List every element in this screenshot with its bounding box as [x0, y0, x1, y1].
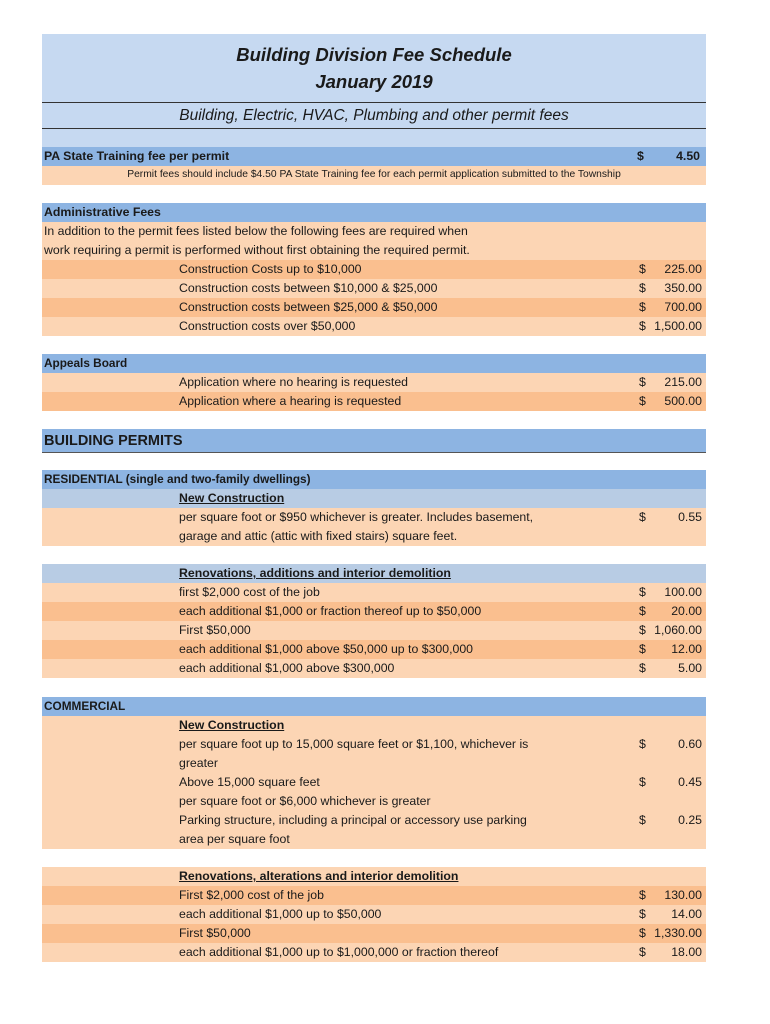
fee-row	[42, 905, 706, 924]
fee-label: First $50,000	[179, 623, 251, 637]
currency-sign: $	[639, 642, 646, 656]
fee-label-line: garage and attic (attic with fixed stairs) square feet.	[179, 528, 458, 543]
commercial-renovations-heading: Renovations, alterations and interior demolition	[179, 869, 459, 883]
fee-label	[177, 811, 639, 849]
pa-training-note: Permit fees should include $4.50 PA State Training fee for each permit application submitted to the Township	[127, 169, 621, 180]
spacer	[42, 546, 706, 564]
fee-amount: 100.00	[664, 585, 702, 599]
title-spacer	[42, 129, 706, 147]
fee-row	[42, 773, 706, 811]
currency-sign: $	[639, 319, 646, 333]
currency-sign: $	[639, 510, 646, 524]
fee-row	[42, 811, 706, 849]
fee-row	[42, 373, 706, 392]
residential-heading: RESIDENTIAL (single and two-family dwellings)	[44, 472, 311, 486]
fee-row	[42, 640, 706, 659]
section-heading-row	[42, 564, 706, 583]
pa-training-row	[42, 147, 706, 166]
currency-sign: $	[639, 281, 646, 295]
building-permits-row	[42, 429, 706, 453]
currency-sign: $	[639, 775, 646, 789]
fee-label	[177, 735, 639, 773]
pa-training-label: PA State Training fee per permit	[44, 149, 230, 163]
currency-sign: $	[637, 149, 644, 163]
fee-label: first $2,000 cost of the job	[179, 585, 320, 599]
fee-row	[42, 583, 706, 602]
fee-label: Construction Costs up to $10,000	[179, 262, 362, 276]
fee-label: each additional $1,000 above $50,000 up to $300,000	[179, 642, 474, 656]
fee-schedule-sheet	[42, 34, 706, 962]
fee-label-line: greater	[179, 755, 218, 770]
fee-row	[42, 659, 706, 678]
fee-label: Construction costs between $25,000 & $50,000	[179, 300, 438, 314]
fee-amount: 1,330.00	[654, 926, 702, 940]
fee-row	[42, 279, 706, 298]
fee-row	[42, 886, 706, 905]
spacer	[42, 453, 706, 470]
spacer	[42, 185, 706, 203]
fee-row	[42, 735, 706, 773]
fee-amount: 1,500.00	[654, 319, 702, 333]
fee-label: Application where no hearing is requested	[179, 375, 409, 389]
fee-label: each additional $1,000 up to $50,000	[179, 907, 382, 921]
admin-intro-1: In addition to the permit fees listed below the following fees are required when	[44, 224, 468, 238]
currency-sign: $	[639, 661, 646, 675]
currency-sign: $	[639, 604, 646, 618]
fee-row	[42, 317, 706, 336]
currency-sign: $	[639, 375, 646, 389]
fee-label-line: per square foot or $6,000 whichever is greater	[179, 793, 431, 808]
spacer	[42, 678, 706, 697]
admin-heading-row	[42, 203, 706, 222]
pa-training-amount: 4.50	[676, 149, 700, 163]
fee-amount: 215.00	[664, 375, 702, 389]
fee-label: First $2,000 cost of the job	[179, 888, 324, 902]
currency-sign: $	[639, 623, 646, 637]
admin-intro-row-1	[42, 222, 706, 241]
admin-intro-row-2	[42, 241, 706, 260]
fee-label-line: per square foot up to 15,000 square feet or $1,100, whichever is	[179, 737, 529, 751]
spacer	[42, 336, 706, 354]
fee-label-line: Above 15,000 square feet	[179, 775, 320, 789]
currency-sign: $	[639, 585, 646, 599]
fee-amount: 18.00	[671, 945, 702, 959]
fee-row	[42, 392, 706, 411]
residential-renovations-heading: Renovations, additions and interior demolition	[179, 566, 451, 580]
fee-amount: 700.00	[664, 300, 702, 314]
fee-row	[42, 298, 706, 317]
spacer	[42, 849, 706, 867]
section-heading-row	[42, 867, 706, 886]
fee-amount: 0.55	[678, 510, 702, 524]
title-block	[42, 34, 706, 103]
fee-row	[42, 602, 706, 621]
fee-row	[42, 260, 706, 279]
section-heading-row	[42, 489, 706, 508]
page-subtitle: Building, Electric, HVAC, Plumbing and other permit fees	[179, 107, 569, 124]
commercial-heading-row	[42, 697, 706, 716]
fee-amount: 0.25	[678, 813, 702, 827]
currency-sign: $	[639, 813, 646, 827]
fee-label	[177, 508, 639, 546]
appeals-heading: Appeals Board	[44, 356, 128, 370]
currency-sign: $	[639, 907, 646, 921]
residential-new-construction-heading: New Construction	[179, 491, 285, 505]
subtitle-row	[42, 103, 706, 129]
building-permits-heading: BUILDING PERMITS	[44, 433, 183, 449]
fee-label: First $50,000	[179, 926, 251, 940]
fee-amount: 1,060.00	[654, 623, 702, 637]
fee-amount: 12.00	[671, 642, 702, 656]
fee-row	[42, 621, 706, 640]
section-heading-row	[42, 716, 706, 735]
fee-amount: 0.45	[678, 775, 702, 789]
currency-sign: $	[639, 262, 646, 276]
fee-label	[177, 773, 639, 811]
fee-amount: 350.00	[664, 281, 702, 295]
fee-label-line: Parking structure, including a principal or accessory use parking	[179, 813, 527, 827]
fee-amount: 14.00	[671, 907, 702, 921]
fee-amount: 500.00	[664, 394, 702, 408]
fee-amount: 225.00	[664, 262, 702, 276]
fee-label: each additional $1,000 above $300,000	[179, 661, 395, 675]
commercial-heading: COMMERCIAL	[44, 699, 126, 713]
currency-sign: $	[639, 737, 646, 751]
page-title: Building Division Fee Schedule	[236, 44, 512, 65]
admin-intro-2: work requiring a permit is performed without first obtaining the required permit.	[44, 243, 470, 257]
currency-sign: $	[639, 945, 646, 959]
spacer	[42, 411, 706, 429]
currency-sign: $	[639, 394, 646, 408]
page-date: January 2019	[315, 71, 433, 92]
fee-label-line: area per square foot	[179, 831, 290, 846]
fee-label: Construction costs over $50,000	[179, 319, 356, 333]
fee-amount: 130.00	[664, 888, 702, 902]
pa-training-note-row	[42, 166, 706, 185]
commercial-new-construction-heading: New Construction	[179, 718, 285, 732]
fee-label: Application where a hearing is requested	[179, 394, 402, 408]
fee-label: each additional $1,000 or fraction thereof up to $50,000	[179, 604, 482, 618]
fee-amount: 0.60	[678, 737, 702, 751]
currency-sign: $	[639, 888, 646, 902]
fee-row	[42, 943, 706, 962]
appeals-heading-row	[42, 354, 706, 373]
residential-heading-row	[42, 470, 706, 489]
fee-amount: 20.00	[671, 604, 702, 618]
fee-row	[42, 924, 706, 943]
currency-sign: $	[639, 926, 646, 940]
admin-heading: Administrative Fees	[44, 205, 161, 219]
currency-sign: $	[639, 300, 646, 314]
fee-label-line: per square foot or $950 whichever is greater. Includes basement,	[179, 510, 534, 524]
fee-amount: 5.00	[678, 661, 702, 675]
fee-label: each additional $1,000 up to $1,000,000 or fraction thereof	[179, 945, 499, 959]
fee-label: Construction costs between $10,000 & $25,000	[179, 281, 438, 295]
fee-row	[42, 508, 706, 546]
